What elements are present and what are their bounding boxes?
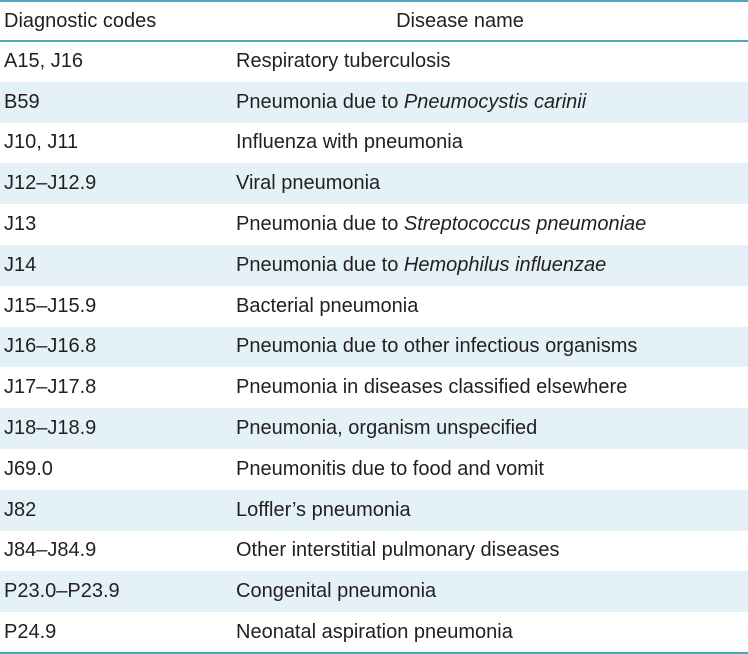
header-disease-name: Disease name	[232, 1, 748, 41]
table-row	[0, 612, 748, 653]
disease-name-text: Pneumonia due to	[236, 253, 404, 276]
disease-name-text: Pneumonia due to other infectious organisms	[236, 335, 638, 358]
table-row	[0, 245, 748, 286]
disease-name-cell	[232, 490, 748, 531]
table-row	[0, 327, 748, 368]
diagnostic-code-cell: P24.9	[0, 612, 232, 653]
disease-name-text: Other interstitial pulmonary diseases	[236, 539, 560, 562]
disease-name-text: Respiratory tuberculosis	[236, 50, 451, 73]
diagnostic-code-cell: A15, J16	[4, 50, 83, 73]
disease-name-cell	[232, 245, 748, 286]
disease-name-cell	[232, 571, 748, 612]
disease-name-text: Pneumonitis due to food and vomit	[236, 457, 544, 480]
table-row	[0, 41, 748, 82]
disease-name-cell	[232, 531, 748, 572]
header-diagnostic-codes: Diagnostic codes	[0, 1, 232, 41]
diagnostic-code-cell: J10, J11	[4, 131, 79, 154]
table-row	[0, 531, 748, 572]
disease-name-cell	[232, 123, 748, 164]
disease-name-text: Pneumonia due to	[236, 213, 404, 236]
table-header	[0, 1, 748, 41]
table-row	[0, 286, 748, 327]
disease-name-text: Pneumonia due to	[236, 90, 404, 113]
table-row	[0, 367, 748, 408]
organism-name-italic: Streptococcus pneumoniae	[403, 213, 647, 236]
disease-name-cell	[232, 449, 748, 490]
disease-name-text: Pneumonia in diseases classified elsewhere	[236, 376, 628, 399]
disease-name-text: Loffler’s pneumonia	[236, 498, 411, 521]
diagnostic-code-cell: J82	[4, 498, 37, 521]
diagnostic-code-cell: P23.0–P23.9	[4, 580, 120, 603]
disease-name-text: Bacterial pneumonia	[236, 294, 419, 317]
table-row	[0, 490, 748, 531]
diagnostic-code-cell: J69.0	[4, 457, 53, 480]
table-row	[0, 408, 748, 449]
table-row	[0, 82, 748, 123]
organism-name-italic: Pneumocystis carinii	[403, 90, 587, 113]
disease-name-cell	[232, 367, 748, 408]
disease-name-cell	[232, 163, 748, 204]
table-row	[0, 163, 748, 204]
table-row	[0, 123, 748, 164]
disease-name-cell	[232, 327, 748, 368]
disease-name-text: Congenital pneumonia	[236, 580, 437, 603]
table-row	[0, 449, 748, 490]
header-row	[0, 1, 748, 41]
disease-name-cell	[232, 612, 748, 653]
organism-name-italic: Hemophilus influenzae	[403, 253, 607, 276]
diagnostic-code-cell: J12–J12.9	[4, 172, 97, 195]
diagnostic-code-cell: J84–J84.9	[4, 539, 97, 562]
diagnostic-code-cell: J16–J16.8	[4, 335, 97, 358]
diagnostic-code-cell: J17–J17.8	[4, 376, 97, 399]
diagnostic-code-cell: J15–J15.9	[4, 294, 97, 317]
diagnostic-code-cell: J13	[4, 213, 37, 236]
disease-name-cell	[232, 204, 748, 245]
disease-name-text: Neonatal aspiration pneumonia	[236, 620, 513, 643]
disease-name-text: Pneumonia, organism unspecified	[236, 417, 538, 440]
disease-name-cell	[232, 41, 748, 82]
disease-name-cell	[232, 82, 748, 123]
diagnostic-code-cell: B59	[4, 90, 40, 113]
diagnostic-code-cell: J18–J18.9	[4, 417, 97, 440]
disease-name-text: Influenza with pneumonia	[236, 131, 463, 154]
disease-name-cell	[232, 286, 748, 327]
table-row	[0, 571, 748, 612]
diagnostic-code-cell: J14	[4, 253, 37, 276]
disease-name-text: Viral pneumonia	[236, 172, 381, 195]
disease-name-cell	[232, 408, 748, 449]
table-body	[0, 41, 748, 653]
table-row	[0, 204, 748, 245]
